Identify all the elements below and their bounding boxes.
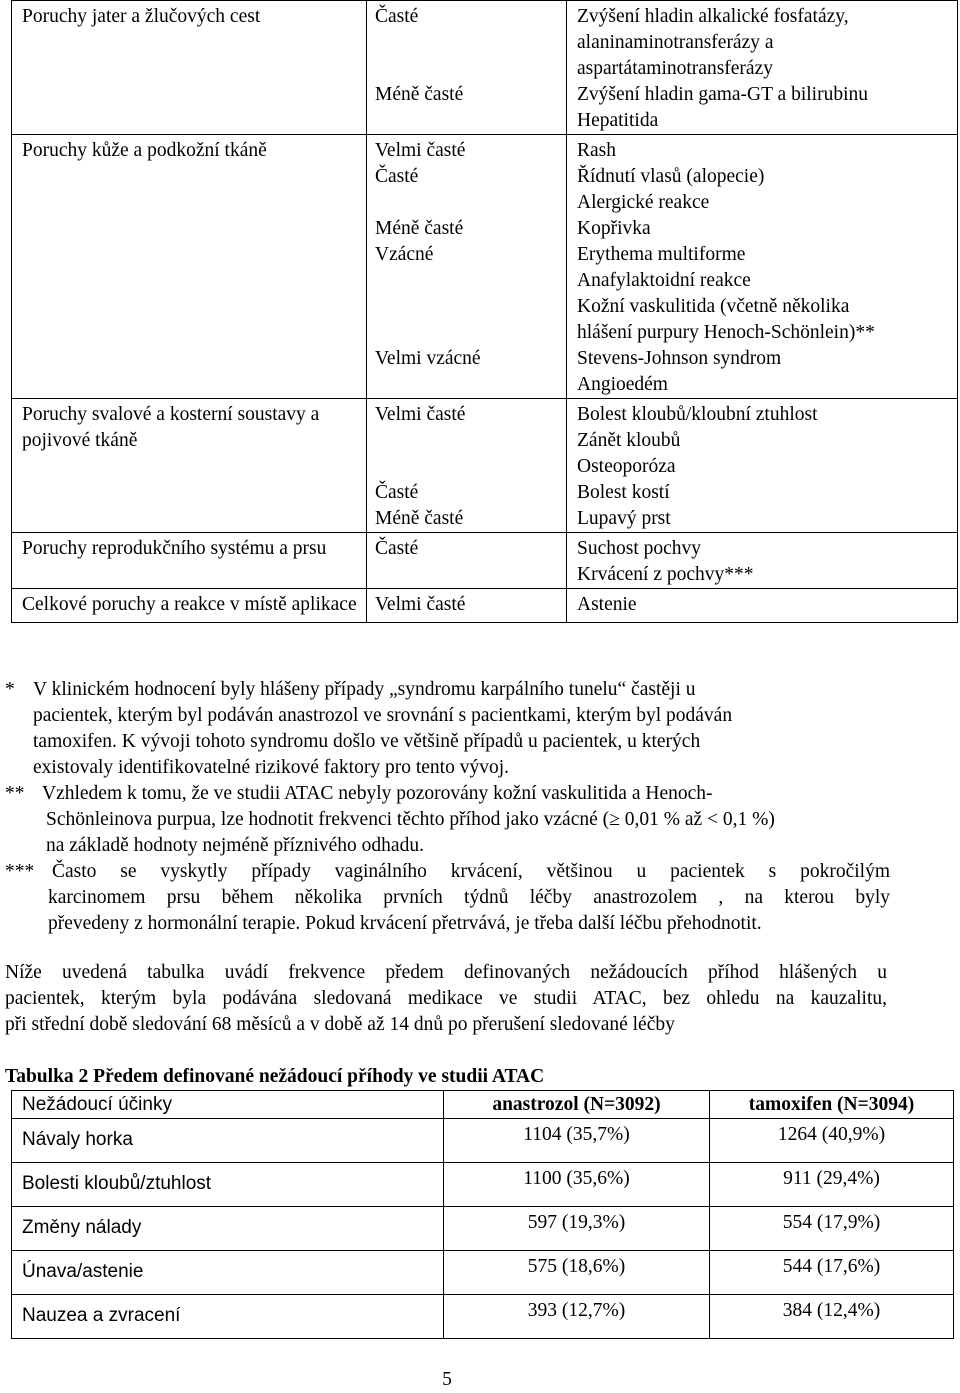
- effect-text: Řídnutí vlasů (alopecie): [577, 166, 765, 187]
- effect-text: Kopřivka: [577, 218, 651, 239]
- category-label: Celkové poruchy a reakce v místě aplikace: [22, 594, 357, 615]
- category-label: Poruchy kůže a podkožní tkáně: [22, 140, 267, 161]
- effect-text: Alergické reakce: [577, 192, 710, 213]
- effects-cell: [567, 399, 958, 533]
- frequency-label: Velmi vzácné: [375, 348, 481, 369]
- frequency-label: Méně časté: [375, 218, 464, 239]
- page-number: 5: [442, 1369, 452, 1390]
- effects-cell: [567, 135, 958, 399]
- table-row: [12, 533, 958, 589]
- effect-text: Angioedém: [577, 374, 668, 395]
- effect-text: Lupavý prst: [577, 508, 671, 529]
- frequency-cell: [367, 135, 567, 399]
- footnote-1: [5, 677, 890, 781]
- footnote-line: karcinomem prsu během několika prvních týdnů léčby anastrozolem , na kterou byly: [48, 887, 890, 908]
- paragraph-line: pacientek, kterým byla podávána sledovaná medikace ve studii ATAC, bez ohledu na kauzalitu,: [5, 988, 887, 1009]
- frequency-label: Časté: [375, 538, 419, 559]
- anastrozole-cell: 575 (18,6%): [444, 1251, 710, 1295]
- effect-text: Kožní vaskulitida (včetně několika: [577, 296, 850, 317]
- category-cell: [12, 399, 367, 533]
- anastrozole-cell: 597 (19,3%): [444, 1207, 710, 1251]
- effect-cell: Změny nálady: [12, 1207, 444, 1251]
- body-paragraph: [5, 960, 887, 1038]
- frequency-label: Velmi časté: [375, 594, 466, 615]
- tamoxifen-cell: 384 (12,4%): [710, 1295, 954, 1339]
- table-row: [12, 135, 958, 399]
- effect-text: Bolest kloubů/kloubní ztuhlost: [577, 404, 818, 425]
- frequency-label: Méně časté: [375, 84, 464, 105]
- footnote-line: na základě hodnoty nejméně příznivého odhadu.: [46, 835, 424, 856]
- effect-text: Anafylaktoidní reakce: [577, 270, 751, 291]
- effect-cell: Únava/astenie: [12, 1251, 444, 1295]
- effect-text: Rash: [577, 140, 616, 161]
- footnote-line: pacientek, kterým byl podáván anastrozol ve srovnání s pacientkami, kterým byl podáván: [33, 705, 733, 726]
- effects-cell: [567, 533, 958, 589]
- header-effect: Nežádoucí účinky: [12, 1091, 444, 1119]
- frequency-cell: [367, 1, 567, 135]
- effect-cell: Bolesti kloubů/ztuhlost: [12, 1163, 444, 1207]
- footnote-line: Často se vyskytly případy vaginálního krvácení, většinou u pacientek s pokročilým: [52, 861, 890, 882]
- table-row: [12, 1163, 954, 1207]
- table-row: [12, 1, 958, 135]
- predefined-events-table: [11, 1090, 954, 1339]
- effect-text: Osteoporóza: [577, 456, 676, 477]
- header-anastrozole: anastrozol (N=3092): [444, 1091, 710, 1119]
- effect-cell: Návaly horka: [12, 1119, 444, 1163]
- frequency-cell: [367, 589, 567, 623]
- footnote-line: převedeny z hormonální terapie. Pokud krvácení přetrvává, je třeba další léčbu přehodnotit.: [48, 913, 762, 934]
- category-cell: [12, 1, 367, 135]
- effects-cell: [567, 1, 958, 135]
- footnote-marker: *: [5, 679, 15, 700]
- effects-cell: [567, 589, 958, 623]
- header-tamoxifen: tamoxifen (N=3094): [710, 1091, 954, 1119]
- frequency-label: Časté: [375, 166, 419, 187]
- footnote-line: tamoxifen. K vývoji tohoto syndromu došlo ve většině případů u pacientek, u kterých: [33, 731, 701, 752]
- table-row: [12, 1251, 954, 1295]
- tamoxifen-cell: 1264 (40,9%): [710, 1119, 954, 1163]
- table-row: [12, 1119, 954, 1163]
- footnotes: [5, 677, 890, 937]
- footnote-2: [5, 781, 890, 859]
- category-cell: [12, 589, 367, 623]
- category-cell: [12, 533, 367, 589]
- effect-text: Astenie: [577, 594, 637, 615]
- frequency-label: Velmi časté: [375, 404, 466, 425]
- category-label: Poruchy reprodukčního systému a prsu: [22, 538, 327, 559]
- footnote-line: Vzhledem k tomu, že ve studii ATAC nebyly pozorovány kožní vaskulitida a Henoch-: [42, 783, 713, 804]
- tamoxifen-cell: 554 (17,9%): [710, 1207, 954, 1251]
- footnote-line: V klinickém hodnocení byly hlášeny případy „syndromu karpálního tunelu“ častěji u: [33, 679, 696, 700]
- anastrozole-cell: 1104 (35,7%): [444, 1119, 710, 1163]
- frequency-cell: [367, 399, 567, 533]
- effect-text: Stevens-Johnson syndrom: [577, 348, 782, 369]
- tamoxifen-cell: 544 (17,6%): [710, 1251, 954, 1295]
- effect-text: aspartátaminotransferázy: [577, 58, 773, 79]
- table-row: [12, 399, 958, 533]
- paragraph-line: při střední době sledování 68 měsíců a v době až 14 dnů po přerušení sledované léčby: [5, 1014, 675, 1035]
- table-caption: Tabulka 2 Předem definované nežádoucí příhody ve studii ATAC: [5, 1066, 545, 1087]
- footnote-marker: **: [5, 783, 25, 804]
- adverse-effects-table: [11, 0, 958, 623]
- effect-cell: Nauzea a zvracení: [12, 1295, 444, 1339]
- category-cell: [12, 135, 367, 399]
- category-label: Poruchy svalové a kosterní soustavy a pojivové tkáně: [22, 404, 320, 451]
- anastrozole-cell: 1100 (35,6%): [444, 1163, 710, 1207]
- table-row: [12, 1207, 954, 1251]
- table-row: [12, 589, 958, 623]
- tamoxifen-cell: 911 (29,4%): [710, 1163, 954, 1207]
- footnote-3: [5, 859, 890, 937]
- effect-text: Zvýšení hladin alkalické fosfatázy,: [577, 6, 849, 27]
- frequency-cell: [367, 533, 567, 589]
- table-header-row: [12, 1091, 954, 1119]
- effect-text: Bolest kostí: [577, 482, 670, 503]
- frequency-label: Velmi časté: [375, 140, 466, 161]
- effect-text: Zánět kloubů: [577, 430, 681, 451]
- effect-text: Erythema multiforme: [577, 244, 746, 265]
- anastrozole-cell: 393 (12,7%): [444, 1295, 710, 1339]
- effect-text: hlášení purpury Henoch-Schönlein)**: [577, 322, 875, 343]
- effect-text: Suchost pochvy: [577, 538, 702, 559]
- effect-text: Zvýšení hladin gama-GT a bilirubinu: [577, 84, 868, 105]
- paragraph-line: Níže uvedená tabulka uvádí frekvence předem definovaných nežádoucích příhod hlášených u: [5, 962, 887, 983]
- effect-text: Hepatitida: [577, 110, 659, 131]
- effect-text: Krvácení z pochvy***: [577, 564, 754, 585]
- footnote-line: Schönleinova purpua, lze hodnotit frekvenci těchto příhod jako vzácné (≥ 0,01 % až < 0,1 %): [46, 809, 775, 830]
- footnote-line: existovaly identifikovatelné rizikové faktory pro tento vývoj.: [33, 757, 509, 778]
- frequency-label: Časté: [375, 482, 419, 503]
- effect-text: alaninaminotransferázy a: [577, 32, 774, 53]
- category-label: Poruchy jater a žlučových cest: [22, 6, 261, 27]
- footnote-marker: ***: [5, 861, 35, 882]
- frequency-label: Vzácné: [375, 244, 434, 265]
- table-row: [12, 1295, 954, 1339]
- frequency-label: Časté: [375, 6, 419, 27]
- frequency-label: Méně časté: [375, 508, 464, 529]
